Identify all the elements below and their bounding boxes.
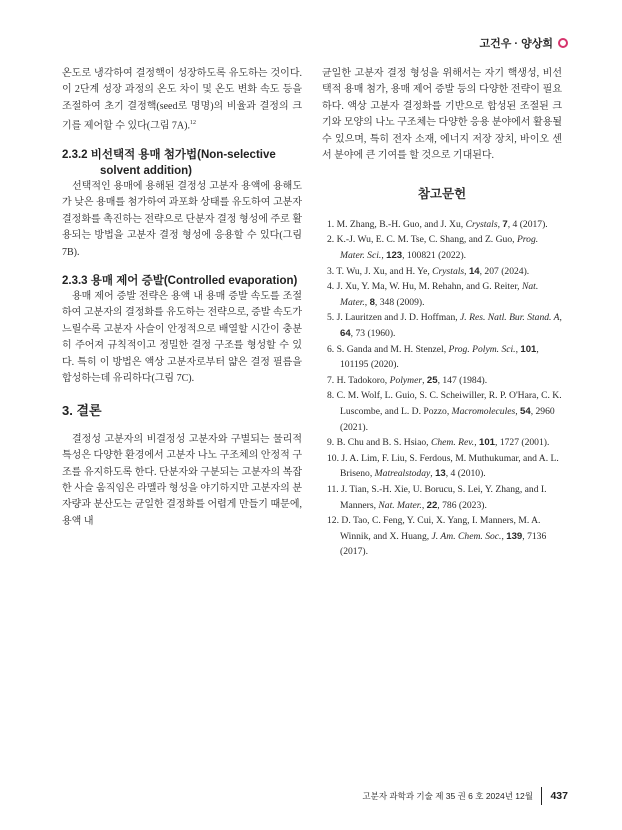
reference-details: , 73 (1960). (350, 328, 396, 339)
paragraph: 균일한 고분자 결정 형성을 위해서는 자기 핵생성, 비선택적 용매 첨가, 용매 제어 증발 등의 다양한 전략이 필요하다. 액상 고분자 결정화를 기반으로 합성된 조절된 크기와 모양의 나노 구조체는 다양한 응용 분야에서 활용될 수 있으며, 특히 전자 소재, 에너지 저장 장치, 바이오 센서 분야에 큰 기여를 할 것으로 기대된다. (322, 68, 562, 162)
divider (541, 787, 543, 805)
reference-volume: 64 (340, 328, 351, 339)
reference-details: , 101195 (2020). (340, 343, 539, 371)
reference-volume: 7 (502, 218, 508, 230)
reference-journal: Crystals (465, 218, 498, 230)
reference-volume: 54 (520, 405, 531, 417)
reference-journal: Prog. Polym. Sci. (448, 343, 516, 355)
reference-item: 4. J. Xu, Y. Ma, W. Hu, M. Rehahn, and G. Reiter, Nat. Mater., 8, 348 (2009). (327, 281, 539, 308)
reference-list (322, 217, 562, 560)
reference-item: 8. C. M. Wolf, L. Guio, S. C. Scheiwiller, R. P. O'Hara, C. K. Luscombe, and L. D. Pozzo, Macromolecules, 54, 2960 (2021). (327, 390, 562, 433)
reference-item: 1. M. Zhang, B.-H. Guo, and J. Xu, Crystals, 7, 4 (2017). (327, 218, 548, 230)
reference-details: , 7136 (2017). (340, 530, 547, 558)
reference-item: 5. J. Lauritzen and J. D. Hoffman, J. Res. Natl. Bur. Stand. A, 64, 73 (1960). (327, 312, 562, 339)
section-heading-2-3-3 (62, 273, 302, 289)
citation: 12 (189, 120, 196, 127)
reference-authors: 5. J. Lauritzen and J. D. Hoffman, (327, 312, 461, 324)
reference-volume: 123 (386, 250, 403, 262)
reference-authors: 11. J. Tian, S.-H. Xie, U. Borucu, S. Lei, Y. Zhang, and I. Manners, (327, 483, 547, 511)
right-column (322, 66, 562, 560)
references-heading: 참고문헌 (417, 187, 467, 202)
reference-journal: Chem. Rev. (430, 437, 475, 449)
reference-journal: J. Res. Natl. Bur. Stand. A (460, 312, 560, 324)
heading-text: 비선택적 용매 첨가법(Non-selective solvent addition) (90, 148, 276, 177)
reference-details: , 4 (2010). (445, 468, 486, 480)
reference-details: , 207 (2024). (479, 265, 530, 277)
reference-authors: 9. B. Chu and B. S. Hsiao, (327, 437, 431, 449)
reference-details: , 1727 (2001). (495, 437, 550, 449)
reference-journal: Polymer (389, 374, 423, 386)
paragraph: 선택적인 용매에 용해된 결정성 고분자 용액에 용해도가 낮은 용매를 첨가하여 과포화 상태를 유도하여 고분자 결정화를 촉진하는 전략으로 단분자 결정 형성에 주로 활용되는 방법을 고분자 결정 형성에 응용할 수 있다(그림 7B). (62, 180, 302, 258)
reference-volume: 101 (520, 343, 537, 355)
heading-number: 2.3.3 (62, 274, 88, 287)
reference-authors: 12. D. Tao, C. Feng, Y. Cui, X. Yang, I. Manners, M. A. Winnik, and X. Huang, (327, 515, 541, 542)
reference-journal: J. Am. Chem. Soc. (431, 530, 502, 542)
reference-volume: 101 (479, 437, 496, 449)
reference-authors: 4. J. Xu, Y. Ma, W. Hu, M. Rehahn, and G. Reiter, (327, 281, 522, 293)
reference-journal: Matrealstoday (374, 468, 431, 480)
reference-journal: Crystals (432, 265, 465, 277)
running-header (479, 35, 568, 51)
reference-authors: 6. S. Ganda and M. H. Stenzel, (327, 343, 449, 355)
journal-info: 고분자 과학과 기술 제 35 권 6 호 2024년 12월 (362, 791, 533, 801)
reference-item: 11. J. Tian, S.-H. Xie, U. Borucu, S. Lei, Y. Zhang, and I. Manners, Nat. Mater., 22, 786 (2023). (327, 483, 547, 511)
heading-number: 2.3.2 (62, 148, 88, 161)
reference-authors: 3. T. Wu, J. Xu, and H. Ye, (327, 265, 433, 277)
left-column (62, 66, 302, 530)
reference-volume: 13 (435, 468, 446, 480)
reference-authors: 10. J. A. Lim, F. Liu, S. Ferdous, M. Muthukumar, and A. L. Briseno, (327, 452, 559, 480)
page-footer (362, 787, 568, 805)
reference-authors: 7. H. Tadokoro, (327, 374, 390, 386)
reference-journal: Prog. Mater. Sci. (340, 234, 539, 262)
heading-text: 용매 제어 증발(Controlled evaporation) (90, 274, 298, 287)
reference-details: , 100821 (2022). (402, 250, 467, 262)
reference-authors: 8. C. M. Wolf, L. Guio, S. C. Scheiwiller, R. P. O'Hara, C. K. Luscombe, and L. D. Pozzo, (327, 390, 562, 417)
paragraph: 용매 제어 증발 전략은 용액 내 용매 증발 속도를 조절하여 고분자의 결정화를 유도하는 전략으로, 증발 속도가 느릴수록 고분자 사슬이 안정적으로 배열할 시간이 충분히 주어져 규칙적이고 정밀한 결정 구조를 형성할 수 있다. 특히 이 방법은 액상 고분자로부터 얇은 결정 필름을 합성하는데 유리하다(그림 7C). (62, 290, 302, 385)
reference-details: , 348 (2009). (374, 296, 425, 308)
section-heading-conclusion: 3. 결론 (62, 403, 102, 419)
section-heading-2-3-2 (62, 147, 302, 179)
circle-icon (558, 38, 568, 48)
paragraph-text: 온도로 냉각하여 결정핵이 성장하도록 유도하는 것이다. 이 2단계 성장 과정의 온도 차이 및 온도 변화 속도 등을 조절하여 초기 결정핵(seed로 명명)의 비율과 결정의 크기를 제어할 수 있다(그림 7A). (62, 68, 302, 132)
reference-volume: 14 (468, 265, 480, 277)
reference-item: 10. J. A. Lim, F. Liu, S. Ferdous, M. Muthukumar, and A. L. Briseno, Matrealstoday, 13, 4 (2010). (327, 452, 559, 480)
reference-details: , 2960 (2021). (340, 405, 555, 433)
reference-item: 9. B. Chu and B. S. Hsiao, Chem. Rev., 101, 1727 (2001). (327, 437, 550, 449)
reference-item: 12. D. Tao, C. Feng, Y. Cui, X. Yang, I. Manners, M. A. Winnik, and X. Huang, J. Am. Chem. Soc., 139, 7136 (2017). (327, 515, 547, 558)
reference-authors: 2. K.-J. Wu, E. C. M. Tse, C. Shang, and Z. Guo, (327, 234, 517, 246)
reference-authors: 1. M. Zhang, B.-H. Guo, and J. Xu, (327, 218, 466, 230)
reference-journal: Nat. Mater. (378, 499, 422, 511)
reference-volume: 8 (369, 296, 375, 308)
reference-volume: 139 (506, 530, 523, 542)
reference-item: 2. K.-J. Wu, E. C. M. Tse, C. Shang, and Z. Guo, Prog. Mater. Sci., 123, 100821 (2022). (327, 234, 539, 262)
header-authors: 고건우 · 양상희 (479, 38, 553, 50)
reference-journal: Macromolecules (451, 405, 516, 417)
page-number: 437 (550, 790, 568, 802)
reference-item: 6. S. Ganda and M. H. Stenzel, Prog. Polym. Sci., 101, 101195 (2020). (327, 343, 539, 371)
reference-details: , 786 (2023). (437, 499, 487, 511)
reference-volume: 22 (426, 499, 438, 511)
reference-details: , 4 (2017). (507, 218, 548, 230)
reference-details: , 147 (1984). (437, 374, 488, 386)
paragraph (62, 66, 302, 135)
paragraph: 결정성 고분자의 비결정성 고분자와 구별되는 물리적 특성은 다양한 환경에서 고분자 나노 구조체의 안정적 구조를 유지하도록 한다. 단분자와 구분되는 고분자의 복잡한 사슬 움직임은 라멜라 형성을 야기하지만 고분자의 분자량과 분산도는 균일한 결정화를 어렵게 만들기 때문에, 용액 내 (62, 433, 302, 527)
reference-item: 3. T. Wu, J. Xu, and H. Ye, Crystals, 14, 207 (2024). (327, 265, 530, 277)
reference-journal: Nat. Mater. (340, 281, 539, 308)
reference-volume: 25 (426, 374, 438, 386)
reference-item: 7. H. Tadokoro, Polymer, 25, 147 (1984). (327, 374, 488, 386)
